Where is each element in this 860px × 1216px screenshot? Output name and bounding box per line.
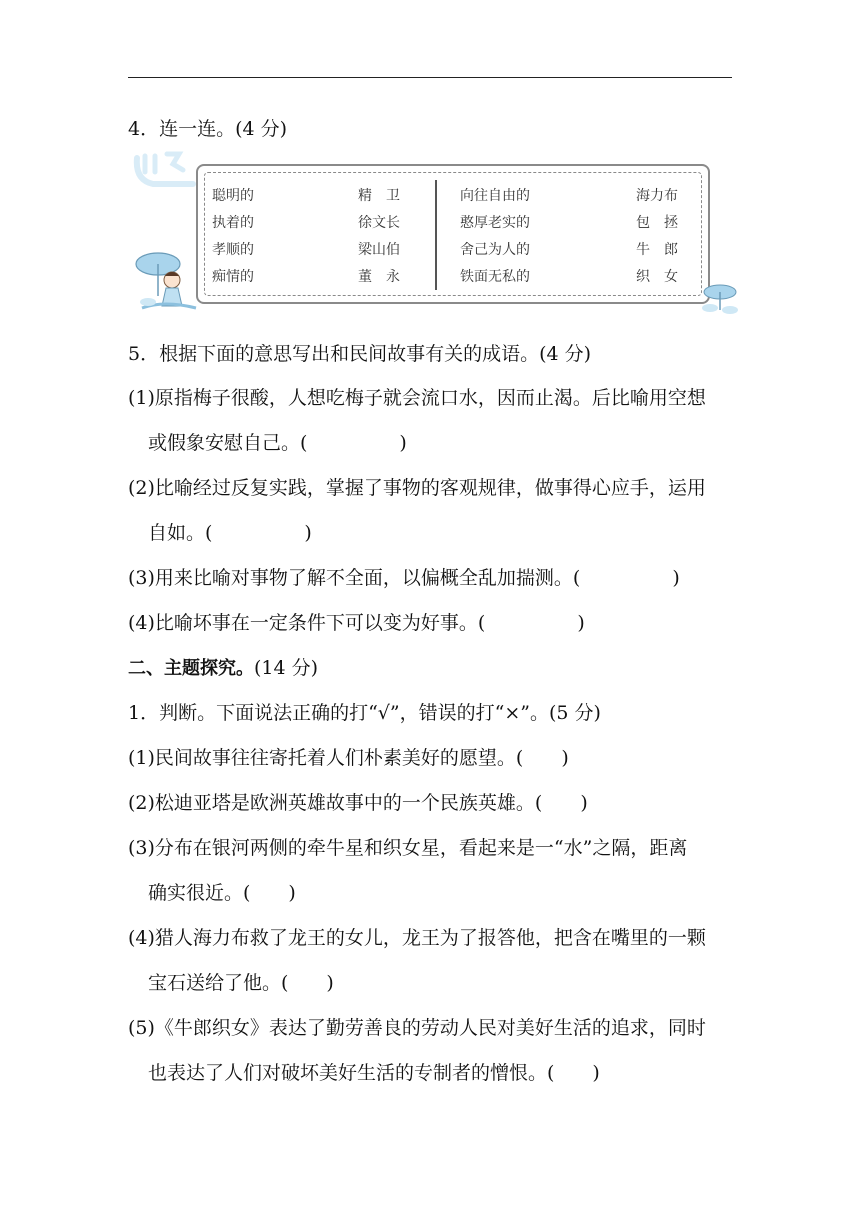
header-rule [128,77,732,78]
match-item[interactable]: 孝顺的 [212,242,254,258]
match-item[interactable]: 憨厚老实的 [460,215,530,231]
right-descriptions [460,186,530,294]
q5-item4-answer-line: (4)比喻坏事在一定条件下可以变为好事。( ) [128,612,585,634]
left-names [358,186,400,294]
match-item[interactable]: 聪明的 [212,188,254,204]
leaf-plant-illustration [700,282,740,316]
q1-title: 1．判断。下面说法正确的打“√”，错误的打“×”。(5 分) [128,702,601,724]
matching-box [196,164,710,304]
match-item[interactable]: 铁面无私的 [460,269,530,285]
match-item[interactable]: 董 永 [358,269,400,285]
match-item[interactable]: 舍己为人的 [460,242,530,258]
match-item[interactable]: 包 拯 [636,215,678,231]
q1-item5-answer-line: 也表达了人们对破坏美好生活的专制者的憎恨。( ) [148,1062,600,1084]
girl-with-leaf-umbrella-illustration [134,250,200,314]
match-item[interactable]: 向往自由的 [460,188,530,204]
q1-item3-answer-line: 确实很近。( ) [148,882,296,904]
matching-box-dashed-border [204,172,702,296]
q1-item4-answer-line: 宝石送给了他。( ) [148,972,334,994]
q1-item3-text: (3)分布在银河两侧的牵牛星和织女星，看起来是一“水”之隔，距离 [128,837,688,859]
match-item[interactable]: 精 卫 [358,188,400,204]
q1-item5-text: (5)《牛郎织女》表达了勤劳善良的劳动人民对美好生活的追求，同时 [128,1017,706,1039]
q1-item1: (1)民间故事往往寄托着人们朴素美好的愿望。( ) [128,747,569,769]
q5-item2-answer-line: 自如。( ) [148,522,312,544]
right-names [636,186,678,294]
q5-item1-text: (1)原指梅子很酸，人想吃梅子就会流口水，因而止渴。后比喻用空想 [128,387,706,409]
left-descriptions [212,186,254,294]
match-item[interactable]: 梁山伯 [358,242,400,258]
match-item[interactable]: 牛 郎 [636,242,678,258]
q5-item1-answer-line: 或假象安慰自己。( ) [148,432,407,454]
section2-title: 二、主题探究。(14 分) [128,657,319,679]
q5-title: 5．根据下面的意思写出和民间故事有关的成语。(4 分) [128,343,592,365]
q4-title: 4．连一连。(4 分) [128,118,288,140]
match-item[interactable]: 海力布 [636,188,678,204]
q1-item2: (2)松迪亚塔是欧洲英雄故事中的一个民族英雄。( ) [128,792,588,814]
q5-item3-answer-line: (3)用来比喻对事物了解不全面，以偏概全乱加揣测。( ) [128,567,680,589]
match-item[interactable]: 痴情的 [212,269,254,285]
match-item[interactable]: 织 女 [636,269,678,285]
q1-item4-text: (4)猎人海力布救了龙王的女儿，龙王为了报答他，把含在嘴里的一颗 [128,927,706,949]
q5-item2-text: (2)比喻经过反复实践，掌握了事物的客观规律，做事得心应手，运用 [128,477,706,499]
watermark-logo [133,150,203,190]
match-item[interactable]: 执着的 [212,215,254,231]
column-divider [435,180,437,290]
match-item[interactable]: 徐文长 [358,215,400,231]
